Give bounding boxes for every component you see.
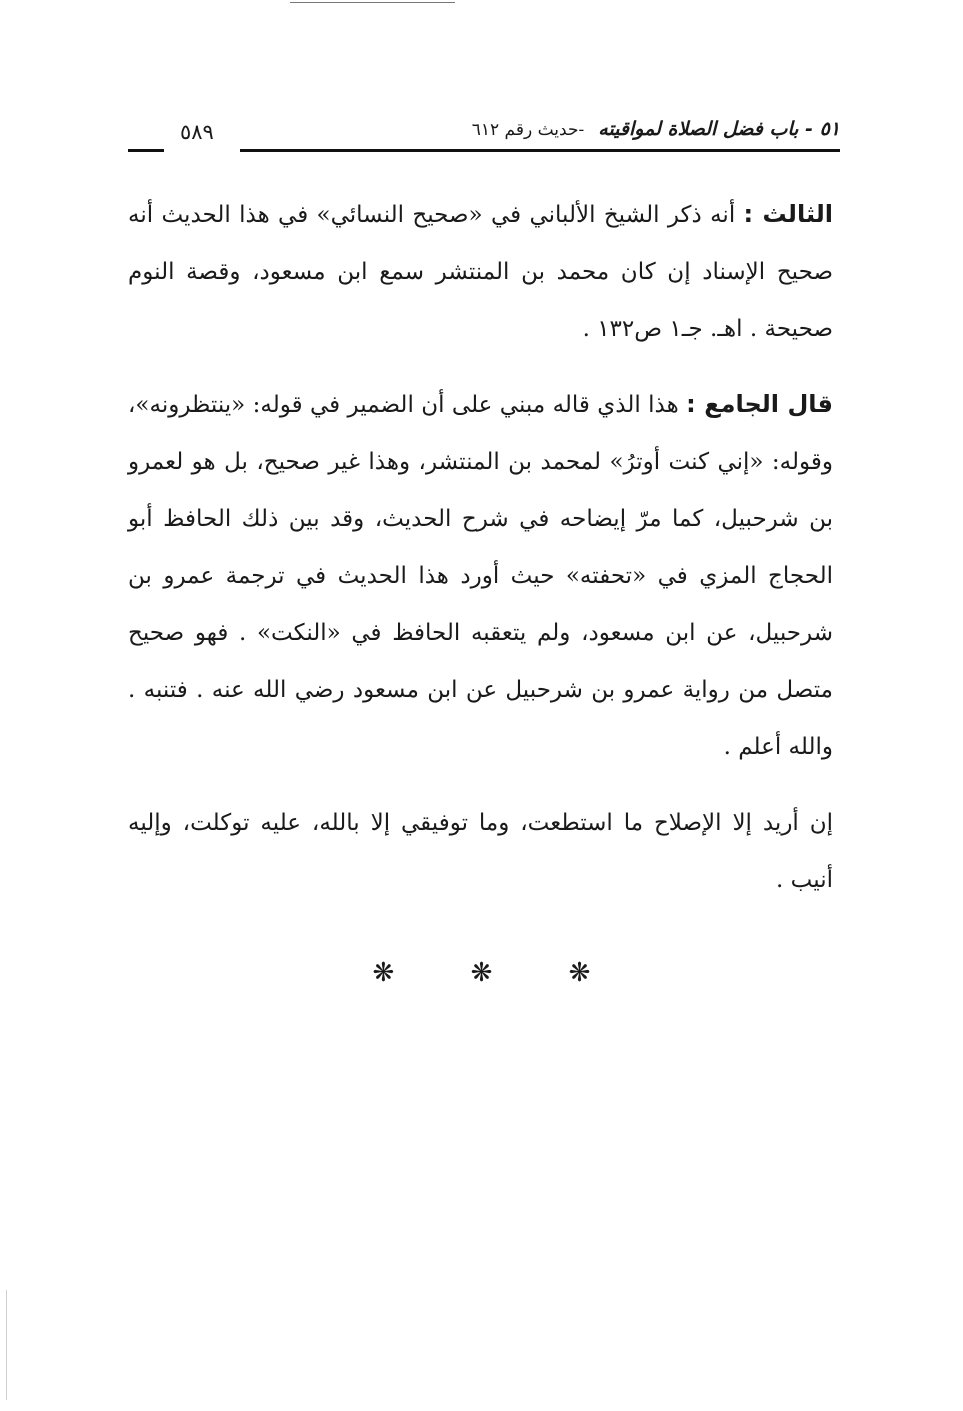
paragraph-third-point: [128, 186, 833, 358]
paragraph-body: هذا الذي قاله مبني على أن الضمير في قوله: «ينتظرونه»، وقوله: «إني كنت أوترُ» لمحمد بن المنتشر، وهذا غير صحيح، بل هو لعمرو بن شرحبيل، كما مرّ إيضاحه في شرح الحديث، وقد بين ذلك الحافظ أبو الحجاج المزي في «تحفته» حيث أورد هذا الحديث في ترجمة عمرو بن شرحبيل، عن ابن مسعود، ولم يتعقبه الحافظ في «النكت» . فهو صحيح متصل من رواية عمرو بن شرحبيل عن ابن مسعود رضي الله عنه . فتنبه . والله أعلم .: [128, 392, 833, 760]
main-text: [128, 186, 833, 909]
scan-margin-line: [6, 1290, 7, 1400]
chapter-title: ٥١ - باب فضل الصلاة لمواقيته: [598, 118, 840, 140]
paragraph-body: إن أريد إلا الإصلاح ما استطعت، وما توفيقي إلا بالله، عليه توكلت، وإليه أنيب .: [128, 810, 833, 893]
paragraph-compiler-note: [128, 376, 833, 776]
hadith-reference: -حديث رقم ٦١٢: [471, 120, 585, 140]
top-scan-line: [290, 2, 455, 3]
paragraph-body: أنه ذكر الشيخ الألباني في «صحيح النسائي» في هذا الحديث أنه صحيح الإسناد إن كان محمد بن المنتشر سمع ابن مسعود، وقصة النوم صحيحة . اهـ. جـ١ ص١٣٢ .: [128, 202, 833, 342]
paragraph-closing-dua: [128, 794, 833, 909]
page-number: ٥٨٩: [180, 120, 214, 144]
page-number-dash: [128, 149, 164, 152]
header-title: [472, 118, 840, 140]
running-header: [128, 118, 840, 158]
header-rule: [240, 149, 840, 152]
paragraph-lead: الثالث :: [743, 200, 833, 228]
section-separator: ❋ ❋ ❋: [372, 958, 625, 988]
paragraph-lead: قال الجامع :: [686, 390, 833, 418]
